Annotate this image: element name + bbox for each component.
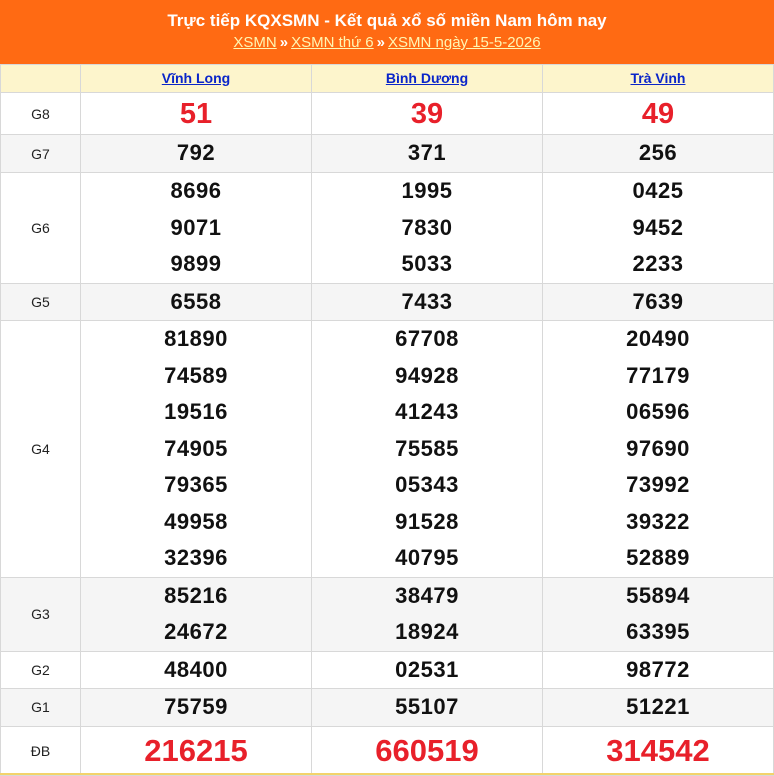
prize-number: 32396: [164, 545, 228, 570]
prize-cell: [543, 283, 774, 321]
prize-number: 97690: [626, 435, 690, 461]
prize-number: 05343: [395, 472, 459, 497]
prize-cell: [312, 283, 543, 321]
prize-cell: [81, 651, 312, 689]
prize-number: 51: [179, 97, 213, 130]
prize-row-g8: [1, 93, 774, 135]
breadcrumb-xsmn-date[interactable]: XSMN ngày 15-5-2026: [388, 34, 541, 51]
prize-row-special: [1, 726, 774, 775]
prize-row-g3: [1, 577, 774, 651]
prize-label: G5: [1, 283, 81, 321]
prize-number: 91528: [395, 508, 459, 534]
prize-label: G6: [1, 173, 81, 284]
special-prize-number: 660519: [375, 732, 479, 768]
prize-number: 85216: [164, 582, 228, 608]
breadcrumb: [0, 33, 774, 53]
prize-number: 55894: [626, 582, 690, 608]
prize-label: G7: [1, 135, 81, 173]
prize-row-g7: [1, 135, 774, 173]
breadcrumb-xsmn-friday[interactable]: XSMN thứ 6: [291, 34, 374, 51]
prize-cell: [81, 93, 312, 135]
prize-number: 75759: [164, 694, 228, 719]
prize-cell: [81, 283, 312, 321]
prize-number: 9899: [170, 251, 222, 276]
prize-number: 39: [410, 97, 444, 130]
prize-cell: [543, 651, 774, 689]
prize-cell: [312, 321, 543, 578]
prize-number: 52889: [626, 545, 690, 570]
prize-number: 0425: [632, 178, 684, 203]
prize-cell: [312, 173, 543, 284]
prize-row-g4: [1, 321, 774, 578]
prize-cell: [81, 689, 312, 727]
prize-number: 7830: [401, 214, 453, 240]
header-corner-cell: [1, 65, 81, 93]
province-header-tra-vinh: [543, 65, 774, 93]
prize-cell: [81, 173, 312, 284]
prize-number: 2233: [632, 251, 684, 276]
prize-cell: [543, 173, 774, 284]
prize-row-g2: [1, 651, 774, 689]
prize-number: 38479: [395, 582, 459, 608]
prize-number: 40795: [395, 545, 459, 570]
prize-cell: [312, 651, 543, 689]
prize-cell: [81, 577, 312, 651]
prize-cell: [81, 726, 312, 775]
prize-row-g6: [1, 173, 774, 284]
prize-label: ĐB: [1, 726, 81, 775]
prize-label: G3: [1, 577, 81, 651]
prize-label: G8: [1, 93, 81, 135]
prize-number: 41243: [395, 399, 459, 424]
prize-label: G1: [1, 689, 81, 727]
prize-cell: [543, 726, 774, 775]
province-header-vinh-long: [81, 65, 312, 93]
prize-row-g1: [1, 689, 774, 727]
prize-cell: [543, 577, 774, 651]
province-link-vinh-long[interactable]: Vĩnh Long: [161, 69, 231, 86]
prize-number: 63395: [626, 619, 690, 644]
prize-number: 51221: [626, 694, 690, 719]
prize-number: 94928: [395, 362, 459, 388]
prize-number: 55107: [395, 694, 459, 719]
prize-number: 7639: [632, 288, 684, 314]
results-table: [0, 64, 774, 776]
prize-cell: [312, 726, 543, 775]
prize-number: 77179: [626, 362, 690, 388]
prize-number: 1995: [401, 178, 453, 203]
prize-number: 81890: [164, 326, 228, 351]
province-header-binh-duong: [312, 65, 543, 93]
prize-number: 67708: [395, 326, 459, 351]
breadcrumb-xsmn[interactable]: XSMN: [233, 34, 277, 51]
prize-number: 98772: [626, 656, 690, 682]
prize-number: 371: [407, 140, 447, 166]
prize-number: 18924: [395, 619, 459, 644]
prize-cell: [81, 321, 312, 578]
province-link-binh-duong[interactable]: Bình Dương: [385, 69, 469, 86]
prize-number: 19516: [164, 399, 228, 424]
prize-number: 9452: [632, 214, 684, 240]
prize-cell: [543, 93, 774, 135]
prize-number: 49958: [164, 508, 228, 534]
prize-number: 256: [638, 140, 678, 166]
prize-label: G2: [1, 651, 81, 689]
prize-cell: [312, 135, 543, 173]
prize-label: G4: [1, 321, 81, 578]
prize-number: 73992: [626, 472, 690, 497]
prize-number: 75585: [395, 435, 459, 461]
breadcrumb-separator: »: [279, 34, 289, 51]
prize-cell: [543, 135, 774, 173]
prize-row-g5: [1, 283, 774, 321]
prize-number: 48400: [164, 656, 228, 682]
prize-number: 02531: [395, 656, 459, 682]
prize-cell: [312, 689, 543, 727]
prize-number: 39322: [626, 508, 690, 534]
prize-cell: [312, 577, 543, 651]
prize-number: 20490: [626, 326, 690, 351]
special-prize-number: 216215: [144, 732, 248, 768]
province-link-tra-vinh[interactable]: Trà Vinh: [630, 69, 686, 86]
prize-number: 6558: [170, 288, 222, 314]
special-prize-number: 314542: [606, 732, 710, 768]
prize-number: 9071: [170, 214, 222, 240]
prize-cell: [543, 689, 774, 727]
breadcrumb-separator: »: [376, 34, 385, 51]
prize-number: 49: [641, 97, 675, 130]
prize-number: 8696: [170, 178, 222, 203]
prize-cell: [312, 93, 543, 135]
page-title: Trực tiếp KQXSMN - Kết quả xổ số miền Nam hôm nay: [167, 11, 607, 30]
results-header: [0, 0, 774, 64]
prize-number: 792: [176, 140, 216, 166]
prize-cell: [81, 135, 312, 173]
prize-number: 79365: [164, 472, 228, 497]
prize-number: 74905: [164, 435, 228, 461]
province-header-row: [1, 65, 774, 93]
prize-number: 74589: [164, 362, 228, 388]
prize-number: 06596: [626, 399, 690, 424]
prize-number: 7433: [401, 288, 453, 314]
prize-number: 5033: [401, 251, 453, 276]
prize-number: 24672: [164, 619, 228, 644]
prize-cell: [543, 321, 774, 578]
